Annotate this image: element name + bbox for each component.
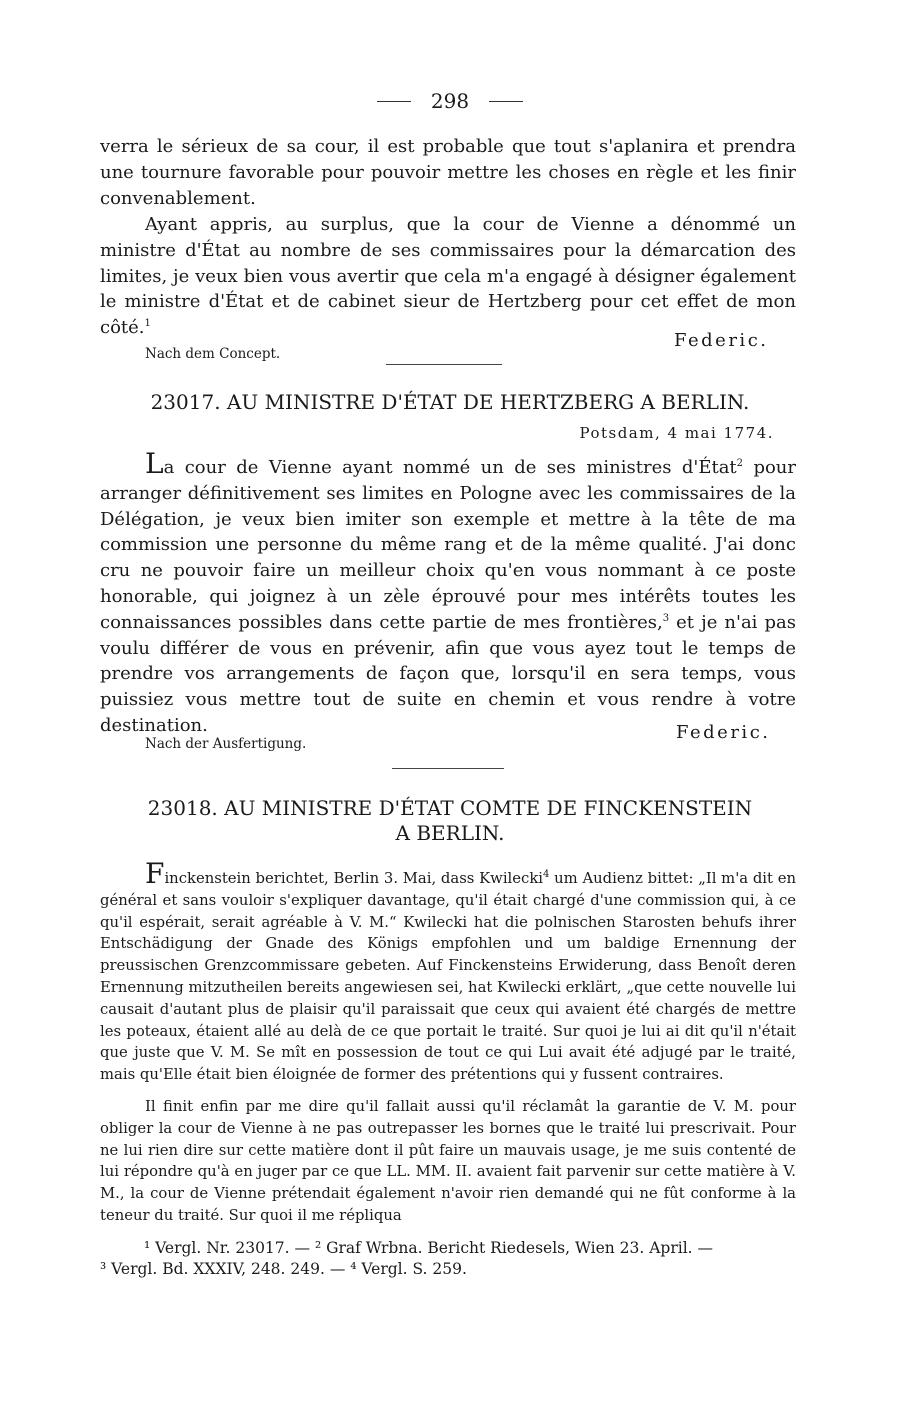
letter-23017-source-note: Nach der Ausfertigung. — [145, 736, 307, 752]
letter-23018-dropcap: F — [145, 857, 165, 890]
letter-23018-paragraph-1 — [100, 857, 797, 1086]
footnote-line-1: ¹ Vergl. Nr. 23017. — ² Graf Wrbna. Bericht Riedesels, Wien 23. April. — — [144, 1239, 714, 1257]
prev-letter-source-note: Nach dem Concept. — [145, 346, 281, 362]
footnotes — [100, 1238, 800, 1280]
letter-23017-heading: 23017. AU MINISTRE D'ÉTAT DE HERTZBERG A BERLIN. — [150, 390, 750, 414]
prev-letter-signature: Federic. — [674, 330, 769, 351]
letter-23018-paragraph-2: Il finit enfin par me dire qu'il fallait aussi qu'il réclamât la garantie de V. M. pour obliger la cour de Vienne à ne pas outrepasser les bornes que le traité lui prescrivait. Pour ne lui rien dire sur cette matière dont il pût faire un mauvais usage, je me suis contenté de lui répondre qu'à en juger par ce que LL. MM. II. avaient fait parvenir sur cette matière à V. M., la cour de Vienne prétendait également n'avoir rien demandé qui ne fût conforme à la teneur du traité. Sur quoi il me répliqua — [100, 1098, 796, 1224]
footnote-ref-4: 4 — [543, 869, 550, 881]
letter-23017-signature: Federic. — [676, 722, 771, 743]
section-divider-1 — [386, 364, 502, 365]
prev-letter-paragraph-1: verra le sérieux de sa cour, il est probable que tout s'aplanira et prendra une tournure favorable pour pouvoir mettre les choses en règle et les finir convenablement. — [100, 136, 796, 209]
section-divider-2 — [392, 768, 504, 769]
footnote-ref-1: 1 — [144, 318, 151, 330]
letter-23018-paragraph-1-b: um Audienz bittet: „Il m'a dit en général et sans vouloir s'expliquer davantage, qu'il était chargé d'une commission qui, à ce qu'il espérait, serait agréable à V. M.“ Kwilecki hat die polnischen Starosten behufs ihrer Entschädigung der Gnade des Königs empfohlen und um baldige Ernennung der preussischen Grenzcommissare gebeten. Auf Finckensteins Erwiderung, dass Benoît deren Ernennung mitzutheilen bereits angewiesen sei, hat Kwilecki erklärt, „que cette nouvelle lui causait d'autant plus de plaisir qu'il paraissait que ceux qui avaient été chargés de mettre les poteaux, étaient allé au delà de ce que portait le traité. Sur quoi je lui ai dit qu'il n'était que juste que V. M. Se mît en possession de tout ce qui Lui avait été adjugé par le traité, mais qu'Elle était bien éloignée de former des prétentions qui y fussent contraires. — [100, 870, 797, 1084]
letter-23017-body — [100, 447, 797, 739]
prev-letter-paragraph-2-text: Ayant appris, au surplus, que la cour de Vienne a dénommé un ministre d'État au nombre de ses commissaires pour la démarcation des limites, je veux bien vous avertir que cela m'a engagé à désigner également le ministre d'État et de cabinet sieur de Hertzberg pour cet effet de mon côté. — [100, 214, 796, 339]
prev-letter-paragraph-2 — [100, 212, 796, 341]
letter-23018-paragraph-1-a: inckenstein berichtet, Berlin 3. Mai, dass Kwilecki — [164, 870, 544, 887]
footnote-ref-3: 3 — [662, 612, 670, 624]
letter-23018-heading-line-2: A BERLIN. — [395, 821, 505, 845]
letter-23017-dateline: Potsdam, 4 mai 1774. — [579, 424, 774, 442]
letter-23018-heading — [100, 796, 800, 846]
page-header — [0, 88, 900, 114]
letter-23017-body-b: pour arranger définitivement ses limites en Pologne avec les commissaires de la Délégation, je veux bien imiter son exemple et mettre à la tête de ma commission une personne du même rang et de la même qualité. J'ai donc cru ne pouvoir faire un meilleur choix qu'en vous nommant à ce poste honorable, qui joignez à un zèle éprouvé pour mes intérêts toutes les connaissances possibles dans cette partie de mes frontières, — [100, 457, 797, 633]
letter-23017-body-a: a cour de Vienne ayant nommé un de ses ministres d'État — [163, 457, 737, 478]
header-rule-left — [377, 101, 411, 102]
page-number: 298 — [430, 89, 470, 113]
footnote-line-2: ³ Vergl. Bd. XXXIV, 248. 249. — ⁴ Vergl. S. 259. — [100, 1260, 467, 1278]
letter-23018-heading-line-1: 23018. AU MINISTRE D'ÉTAT COMTE DE FINCKENSTEIN — [147, 796, 753, 820]
header-rule-right — [489, 101, 523, 102]
letter-23017-dropcap: L — [145, 447, 164, 480]
footnote-ref-2: 2 — [736, 458, 744, 469]
letter-23017-body-c: et je n'ai pas voulu différer de vous en prévenir, afin que vous ayez tout le temps de prendre vos arrangements de façon que, lorsqu'il en sera temps, vous puissiez vous mettre tout de suite en chemin et vous rendre à votre destination. — [100, 611, 796, 736]
